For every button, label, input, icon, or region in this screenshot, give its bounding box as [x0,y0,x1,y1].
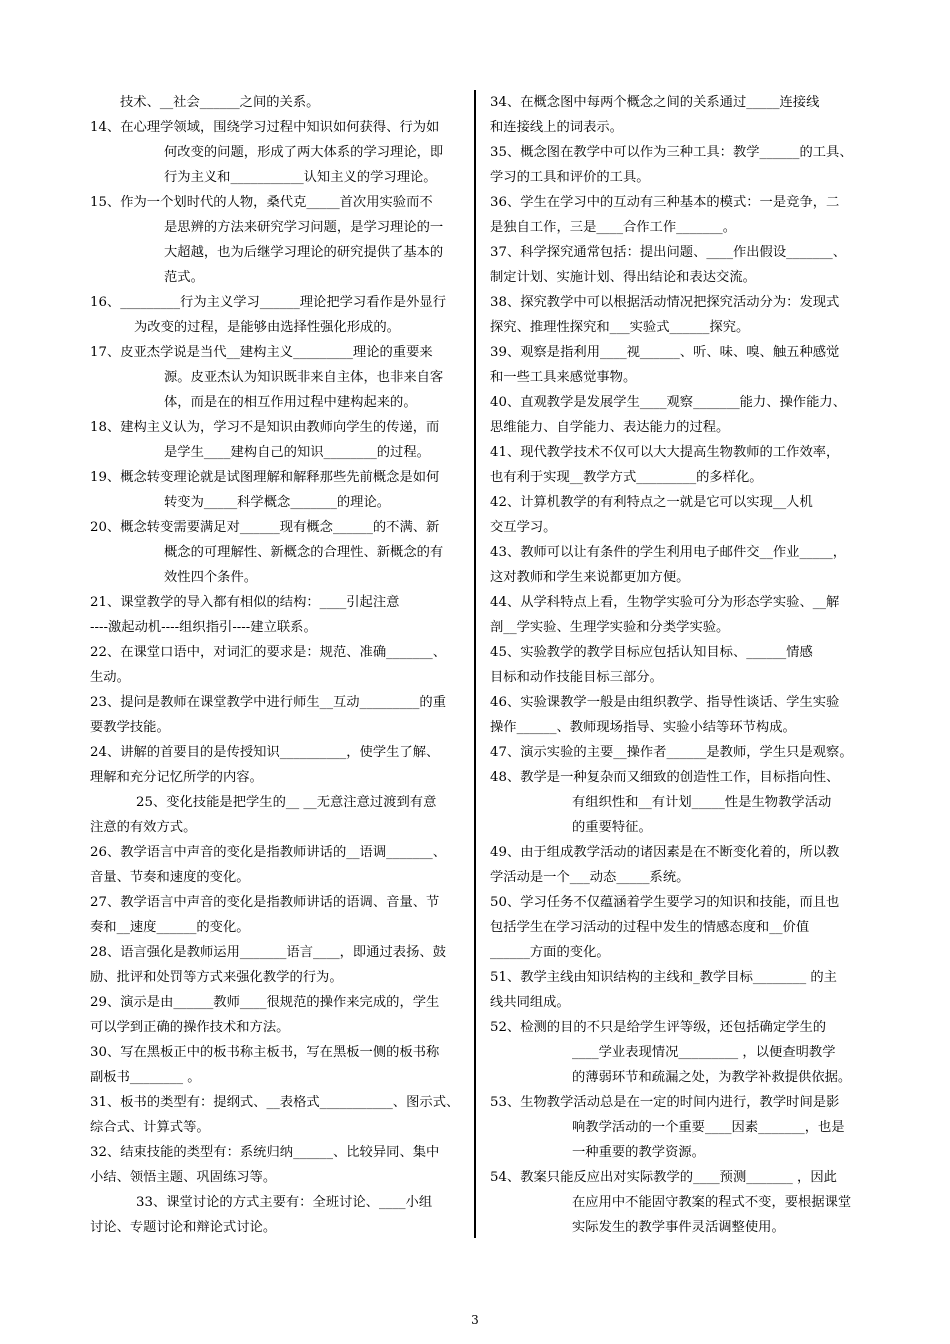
question-item [90,1190,462,1240]
question-item [490,540,860,590]
question-line: 也有利于实现__教学方式_________的多样化。 [490,470,763,485]
question-item [490,965,860,1015]
question-line: 16、_________行为主义学习______理论把学习看作是外显行 [90,295,446,310]
question-line: 的重要特征。 [572,820,652,835]
question-line: 副板书________ 。 [90,1070,201,1085]
question-line: 行为主义和___________认知主义的学习理论。 [164,170,437,185]
question-line: 27、教学语言中声音的变化是指教师讲话的语调、音量、节 [90,895,440,910]
question-line: 是独自工作，三是____合作工作_______。 [490,220,736,235]
question-line: 讨论、专题讨论和辩论式讨论。 [90,1220,277,1235]
right-column [490,90,860,1240]
question-line: 是思辨的方法来研究学习问题，是学习理论的一 [164,220,444,235]
question-line: 为改变的过程，是能够由选择性强化形成的。 [134,320,400,335]
question-line: 17、皮亚杰学说是当代__建构主义_________理论的重要来 [90,345,433,360]
question-line: 和连接线上的词表示。 [490,120,623,135]
question-line: 励、批评和处罚等方式来强化教学的行为。 [90,970,343,985]
question-line: 39、观察是指利用____视______、听、味、嗅、触五种感觉 [490,345,840,360]
left-column [90,90,462,1240]
question-line: 50、学习任务不仅蕴涵着学生要学习的知识和技能，而且也 [490,895,840,910]
question-line: 38、探究教学中可以根据活动情况把探究活动分为：发现式 [490,295,840,310]
question-item [490,390,860,440]
question-line: 交互学习。 [490,520,557,535]
question-line: 32、结束技能的类型有：系统归纳______、比较异同、集中 [90,1145,440,1160]
question-line: 效性四个条件。 [164,570,258,585]
question-line: 28、语言强化是教师运用_______语言____，即通过表扬、鼓 [90,945,446,960]
question-item [90,690,462,740]
question-line: 是学生____建构自己的知识________的过程。 [164,445,430,460]
question-item [490,190,860,240]
question-item [90,790,462,840]
question-line: 制定计划、实施计划、得出结论和表达交流。 [490,270,756,285]
question-line: 学习的工具和评价的工具。 [490,170,650,185]
question-item [490,290,860,340]
question-line: 源。皮亚杰认为知识既非来自主体，也非来自客 [164,370,444,385]
question-item [90,465,462,515]
question-line: 生动。 [90,670,130,685]
question-line: 技术、__社会______之间的关系。 [120,95,320,110]
question-line: 21、课堂教学的导入都有相似的结构：____引起注意 [90,595,400,610]
question-line: 操作______、教师现场指导、实验小结等环节构成。 [490,720,796,735]
question-line: 51、教学主线由知识结构的主线和_教学目标________ 的主 [490,970,837,985]
question-line: 小结、领悟主题、巩固练习等。 [90,1170,277,1185]
question-item [90,415,462,465]
question-line: 24、讲解的首要目的是传授知识__________，使学生了解、 [90,745,440,760]
question-line: 45、实验教学的教学目标应包括认知目标、______情感 [490,645,813,660]
question-line: 线共同组成。 [490,995,570,1010]
question-line: 这对教师和学生来说都更加方便。 [490,570,690,585]
question-line: 44、从学科特点上看，生物学实验可分为形态学实验、__解 [490,595,840,610]
question-item [490,340,860,390]
question-line: 18、建构主义认为，学习不是知识由教师向学生的传递，而 [90,420,440,435]
question-line: 34、在概念图中每两个概念之间的关系通过_____连接线 [490,95,820,110]
question-item [490,890,860,965]
question-item [90,515,462,590]
question-line: 响教学活动的一个重要____因素_______，也是 [572,1120,845,1135]
question-line: 奏和__速度______的变化。 [90,920,250,935]
question-line: 剖__学实验、生理学实验和分类学实验。 [490,620,730,635]
question-line: 53、生物教学活动总是在一定的时间内进行，教学时间是影 [490,1095,840,1110]
question-item [490,765,860,840]
question-line: 31、板书的类型有：提纲式、__表格式___________、图示式、 [90,1095,460,1110]
question-item [490,590,860,640]
question-line: 37、科学探究通常包括：提出问题、____作出假设_______、 [490,245,846,260]
question-line: 14、在心理学领域，围绕学习过程中知识如何获得、行为如 [90,120,440,135]
question-line: 和一些工具来感觉事物。 [490,370,637,385]
question-line: 46、实验课教学一般是由组织教学、指导性谈话、学生实验 [490,695,840,710]
question-line: 一种重要的教学资源。 [572,1145,705,1160]
question-line: 20、概念转变需要满足对______现有概念______的不满、新 [90,520,440,535]
question-item [90,190,462,290]
question-line: 概念的可理解性、新概念的合理性、新概念的有 [164,545,444,560]
question-item [90,740,462,790]
question-item [90,1140,462,1190]
question-line: 52、检测的目的不只是给学生评等级，还包括确定学生的 [490,1020,827,1035]
question-item [490,140,860,190]
question-item [490,740,860,765]
question-line: 转变为_____科学概念_______的理论。 [164,495,391,510]
question-line: ______方面的变化。 [490,945,610,960]
question-line: 体，而是在的相互作用过程中建构起来的。 [164,395,417,410]
question-line: 思维能力、自学能力、表达能力的过程。 [490,420,730,435]
question-line: 要教学技能。 [90,720,170,735]
question-line: 目标和动作技能目标三部分。 [490,670,663,685]
question-item [90,840,462,890]
question-line: 29、演示是由______教师____很规范的操作来完成的，学生 [90,995,440,1010]
question-item [490,840,860,890]
question-item [490,490,860,540]
question-line: 49、由于组成教学活动的诸因素是在不断变化着的，所以教 [490,845,840,860]
question-line: 36、学生在学习中的互动有三种基本的模式：一是竞争，二 [490,195,840,210]
question-line: 的薄弱环节和疏漏之处，为教学补救提供依据。 [572,1070,852,1085]
question-line: 35、概念图在教学中可以作为三种工具：教学______的工具、 [490,145,853,160]
question-line: 42、计算机教学的有利特点之一就是它可以实现__人机 [490,495,813,510]
question-item [490,640,860,690]
question-line: 在应用中不能固守教案的程式不变，要根据课堂 [572,1195,852,1210]
question-line: 有组织性和__有计划_____性是生物教学活动 [572,795,832,810]
question-item [90,1040,462,1090]
question-line: 大超越，也为后继学习理论的研究提供了基本的 [164,245,444,260]
question-item [90,640,462,690]
question-item [490,1090,860,1165]
question-line: 25、变化技能是把学生的__ __无意注意过渡到有意 [136,795,437,810]
question-item [490,1015,860,1090]
question-line: 综合式、计算式等。 [90,1120,210,1135]
question-line: 音量、节奏和速度的变化。 [90,870,250,885]
question-item [90,115,462,190]
question-item [490,690,860,740]
question-line: 包括学生在学习活动的过程中发生的情感态度和__价值 [490,920,810,935]
question-line: 48、教学是一种复杂而又细致的创造性工作，目标指向性、 [490,770,840,785]
question-line: 47、演示实验的主要__操作者______是教师，学生只是观察。 [490,745,853,760]
question-line: 范式。 [164,270,204,285]
question-item [490,240,860,290]
question-line: 33、课堂讨论的方式主要有：全班讨论、____小组 [136,1195,433,1210]
question-item [490,90,860,140]
question-line: 30、写在黑板正中的板书称主板书，写在黑板一侧的板书称 [90,1045,440,1060]
question-line: 可以学到正确的操作技术和方法。 [90,1020,290,1035]
column-divider [474,90,476,1238]
question-line: 何改变的问题，形成了两大体系的学习理论，即 [164,145,444,160]
question-line: 15、作为一个划时代的人物，桑代克_____首次用实验而不 [90,195,433,210]
question-line: 探究、推理性探究和___实验式______探究。 [490,320,750,335]
question-item [490,1165,860,1240]
question-line: 40、直观教学是发展学生____观察_______能力、操作能力、 [490,395,846,410]
question-item [90,590,462,640]
question-line: 理解和充分记忆所学的内容。 [90,770,263,785]
question-line: ----激起动机----组织指引----建立联系。 [90,620,317,635]
question-line: 19、概念转变理论就是试图理解和解释那些先前概念是如何 [90,470,440,485]
question-line: 学活动是一个___动态_____系统。 [490,870,690,885]
question-item [90,340,462,415]
question-item [90,90,462,115]
question-line: 26、教学语言中声音的变化是指教师讲话的__语调_______、 [90,845,446,860]
question-line: 41、现代教学技术不仅可以大大提高生物教师的工作效率， [490,445,840,460]
question-item [90,990,462,1040]
question-item [90,290,462,340]
question-line: 23、提问是教师在课堂教学中进行师生__互动_________的重 [90,695,446,710]
question-line: 注意的有效方式。 [90,820,197,835]
question-item [90,1090,462,1140]
page-number: 3 [471,1313,479,1327]
question-item [90,940,462,990]
question-line: 实际发生的教学事件灵活调整使用。 [572,1220,785,1235]
question-line: 54、教案只能反应出对实际教学的____预测_______ ，因此 [490,1170,837,1185]
question-line: 22、在课堂口语中，对词汇的要求是：规范、准确_______、 [90,645,446,660]
question-item [490,440,860,490]
question-line: 43、教师可以让有条件的学生利用电子邮件交__作业_____， [490,545,846,560]
question-line: ____学业表现情况_________ ，以便查明教学 [572,1045,836,1060]
question-item [90,890,462,940]
